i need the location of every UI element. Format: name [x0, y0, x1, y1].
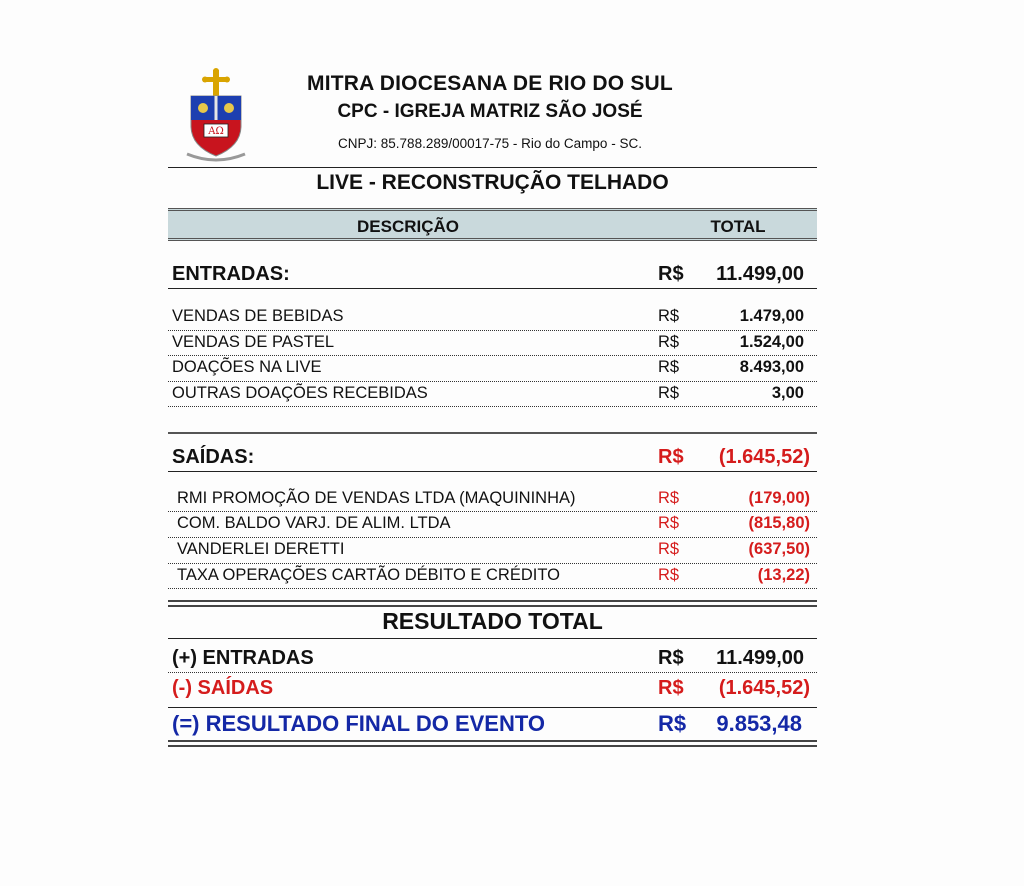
diocese-name: MITRA DIOCESANA DE RIO DO SUL [307, 72, 673, 95]
result-entradas-row [172, 647, 812, 669]
result-saidas-label: (-) SAÍDAS [172, 677, 274, 699]
alpha-omega-text: AΩ [208, 126, 224, 137]
currency-symbol: R$ [658, 711, 687, 736]
divider [168, 672, 817, 673]
result-entradas-value: 11.499,00 [716, 647, 804, 669]
entradas-label: ENTRADAS: [172, 263, 290, 285]
divider [168, 406, 817, 407]
divider [168, 740, 817, 747]
cnpj-line: CNPJ: 85.788.289/00017-75 - Rio do Campo - SC. [338, 136, 642, 151]
column-header [168, 208, 817, 241]
list-item [172, 358, 812, 380]
divider [168, 511, 817, 512]
divider [168, 588, 817, 589]
item-label: COM. BALDO VARJ. DE ALIM. LTDA [177, 514, 451, 532]
item-value: (13,22) [757, 566, 810, 584]
item-value: (637,50) [748, 540, 810, 558]
divider [168, 707, 817, 708]
currency-symbol: R$ [658, 263, 684, 285]
currency-symbol: R$ [658, 647, 684, 669]
currency-symbol: R$ [658, 489, 680, 507]
currency-symbol: R$ [658, 677, 684, 699]
list-item [172, 566, 812, 588]
item-value: 1.479,00 [739, 307, 804, 325]
currency-symbol: R$ [658, 307, 680, 325]
currency-symbol: R$ [658, 358, 680, 376]
result-saidas-row [172, 677, 812, 699]
item-value: 3,00 [771, 384, 804, 402]
divider [168, 471, 817, 472]
item-label: DOAÇÕES NA LIVE [172, 358, 322, 376]
list-item [172, 540, 812, 562]
result-entradas-label: (+) ENTRADAS [172, 647, 314, 669]
divider [168, 563, 817, 564]
column-total-label: TOTAL [710, 217, 766, 236]
parish-name: CPC - IGREJA MATRIZ SÃO JOSÉ [337, 101, 643, 122]
divider [168, 537, 817, 538]
diocese-coat-of-arms-logo [183, 68, 249, 166]
entradas-section-row [172, 263, 812, 285]
item-label: OUTRAS DOAÇÕES RECEBIDAS [172, 384, 428, 402]
divider [168, 330, 817, 331]
saidas-total: (1.645,52) [718, 446, 810, 468]
item-value: 8.493,00 [739, 358, 804, 376]
currency-symbol: R$ [658, 446, 684, 468]
currency-symbol: R$ [658, 514, 680, 532]
divider [168, 432, 817, 434]
result-final-row [172, 711, 812, 736]
list-item [172, 514, 812, 536]
result-title: RESULTADO TOTAL [382, 608, 603, 634]
item-value: 1.524,00 [739, 333, 804, 351]
item-value: (815,80) [748, 514, 810, 532]
list-item [172, 307, 812, 329]
saidas-label: SAÍDAS: [172, 446, 255, 468]
column-description-label: DESCRIÇÃO [356, 217, 459, 236]
divider [168, 355, 817, 356]
item-label: VANDERLEI DERETTI [177, 540, 345, 558]
currency-symbol: R$ [658, 333, 680, 351]
item-label: TAXA OPERAÇÕES CARTÃO DÉBITO E CRÉDITO [177, 566, 560, 584]
item-label: VENDAS DE BEBIDAS [172, 307, 344, 325]
currency-symbol: R$ [658, 540, 680, 558]
result-final-value: 9.853,48 [716, 711, 802, 736]
result-saidas-value: (1.645,52) [718, 677, 810, 699]
divider [168, 167, 817, 168]
divider [168, 381, 817, 382]
item-value: (179,00) [748, 489, 810, 507]
currency-symbol: R$ [658, 566, 680, 584]
list-item [172, 333, 812, 355]
saidas-section-row [172, 446, 812, 468]
currency-symbol: R$ [658, 384, 680, 402]
list-item [172, 384, 812, 406]
divider [168, 600, 817, 607]
report-title: LIVE - RECONSTRUÇÃO TELHADO [316, 171, 669, 194]
result-final-label: (=) RESULTADO FINAL DO EVENTO [172, 711, 546, 736]
item-label: VENDAS DE PASTEL [172, 333, 334, 351]
divider [168, 638, 817, 639]
item-label: RMI PROMOÇÃO DE VENDAS LTDA (MAQUININHA) [177, 489, 576, 507]
list-item [172, 489, 812, 511]
divider [168, 288, 817, 289]
entradas-total: 11.499,00 [716, 263, 804, 285]
